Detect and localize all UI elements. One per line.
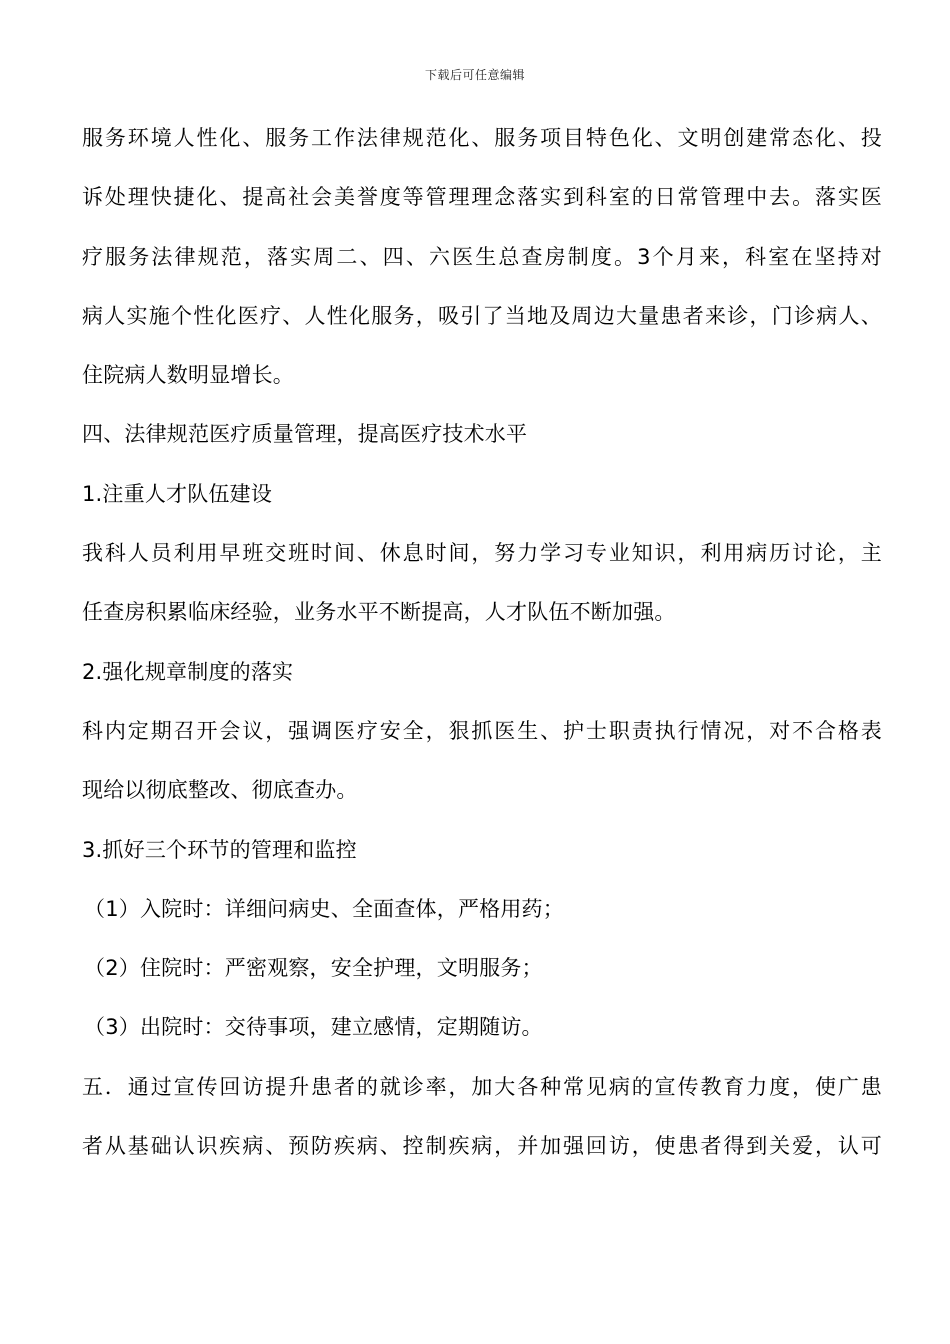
paragraph-line: 病人实施个性化医疗、人性化服务，吸引了当地及周边大量患者来诊，门诊病人、 [82, 303, 882, 328]
document-body [82, 118, 882, 1185]
paragraph-line: 诉处理快捷化、提高社会美誉度等管理理念落实到科室的日常管理中去。落实医 [82, 185, 882, 210]
section-heading: 五．通过宣传回访提升患者的就诊率，加大各种常见病的宣传教育力度，使广患 [82, 1074, 882, 1099]
paragraph-line: 现给以彻底整改、彻底查办。 [82, 778, 358, 803]
paragraph-line: 住院病人数明显增长。 [82, 363, 294, 388]
paragraph-line: 疗服务法律规范，落实周二、四、六医生总查房制度。3个月来，科室在坚持对 [82, 244, 882, 269]
paragraph-line: 者从基础认识疾病、预防疾病、控制疾病，并加强回访，使患者得到关爱，认可 [82, 1134, 882, 1159]
paragraph-line: 任查房积累临床经验，业务水平不断提高，人才队伍不断加强。 [82, 600, 676, 625]
paragraph-line: 服务环境人性化、服务工作法律规范化、服务项目特色化、文明创建常态化、投 [82, 126, 882, 150]
list-item: （3）出院时：交待事项，建立感情，定期随访。 [84, 1015, 543, 1040]
page-header: 下载后可任意编辑 [424, 68, 525, 82]
section-heading: 四、法律规范医疗质量管理，提高医疗技术水平 [82, 422, 528, 447]
subsection-heading: 3.抓好三个环节的管理和监控 [82, 837, 357, 862]
subsection-heading: 1.注重人才队伍建设 [82, 481, 273, 506]
list-item: （1）入院时：详细问病史、全面查体，严格用药； [84, 896, 564, 921]
list-item: （2）住院时：严密观察，安全护理，文明服务； [84, 956, 543, 981]
subsection-heading: 2.强化规章制度的落实 [82, 659, 294, 684]
paragraph-line: 科内定期召开会议，强调医疗安全，狠抓医生、护士职责执行情况，对不合格表 [82, 718, 882, 743]
paragraph-line: 我科人员利用早班交班时间、休息时间，努力学习专业知识，利用病历讨论，主 [82, 541, 882, 566]
